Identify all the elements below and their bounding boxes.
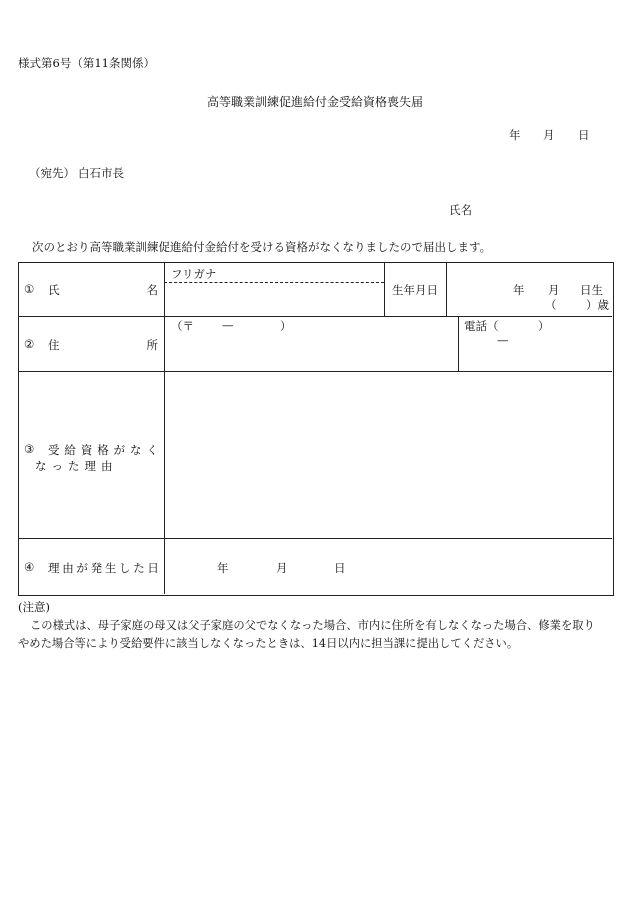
row-number: ④ — [24, 560, 35, 574]
reason-date-year: 年 — [217, 561, 229, 575]
column-divider — [446, 262, 447, 316]
birth-month: 月 — [548, 283, 560, 297]
row-divider — [18, 316, 612, 317]
date-day: 日 — [578, 128, 590, 142]
phone-label: 電話（ — [464, 319, 499, 333]
form-number: 様式第6号（第11条関係） — [18, 56, 155, 70]
row-divider — [18, 538, 612, 539]
reason-label-line2: なった理由 — [35, 459, 118, 473]
birth-day: 日生 — [580, 283, 603, 297]
reason-date-day: 日 — [334, 561, 346, 575]
notes-line-2: やめた場合等により受給要件に該当しなくなったときは、14日以内に担当課に提出してください。 — [18, 637, 519, 650]
reason-label-line1 — [48, 442, 158, 458]
column-divider — [164, 262, 165, 594]
age-close: ）歳 — [586, 298, 609, 312]
birth-date-label: 生年月日 — [392, 283, 438, 297]
reason-date-month: 月 — [276, 561, 288, 575]
reason-label-char: 資 — [80, 443, 93, 457]
intro-text: 次のとおり高等職業訓練促進給付金給付を受ける資格がなくなりましたので届出します。 — [32, 240, 492, 254]
row-number: ② — [24, 337, 35, 351]
notes-line-1: この様式は、母子家庭の母又は父子家庭の父でなくなった場合、市内に住所を有しなくなった場合、修業を取り — [30, 619, 595, 632]
reason-date-label — [48, 560, 159, 576]
row-number: ③ — [24, 442, 35, 456]
address-label-char: 住 — [48, 338, 60, 352]
address-label — [48, 337, 158, 353]
row-number: ① — [24, 282, 35, 296]
postal-close: ） — [280, 319, 292, 333]
address-label-char: 所 — [146, 338, 158, 352]
furigana-label: フリガナ — [171, 267, 217, 281]
row-divider — [18, 371, 612, 372]
date-year: 年 — [509, 128, 521, 142]
date-month: 月 — [543, 128, 555, 142]
table-border — [18, 262, 614, 596]
reason-date-label-char: 発 — [90, 561, 103, 575]
column-divider — [384, 262, 385, 316]
postal-dash: — — [222, 318, 234, 332]
reason-label-char: く — [146, 443, 158, 457]
addressee-label: （宛先） — [29, 166, 75, 180]
applicant-name-label: 氏名 — [449, 203, 472, 217]
notes-heading: (注意) — [18, 600, 50, 614]
reason-label-char: 受 — [48, 443, 60, 457]
age-open: （ — [545, 298, 557, 312]
furigana-divider — [164, 282, 384, 283]
birth-year: 年 — [513, 283, 525, 297]
postal-open: （〒 — [171, 319, 194, 333]
reason-date-label-char: 生 — [104, 561, 117, 575]
addressee: 白石市長 — [78, 166, 124, 180]
reason-date-label-char: し — [119, 561, 131, 575]
form-title: 高等職業訓練促進給付金受給資格喪失届 — [206, 95, 423, 109]
reason-label-char: 格 — [97, 443, 109, 457]
phone-close: ） — [538, 319, 550, 333]
reason-label-char: 給 — [64, 443, 76, 457]
reason-date-label-char: た — [133, 561, 145, 575]
reason-date-label-char: 理 — [48, 561, 60, 575]
name-label-char: 氏 — [48, 283, 60, 297]
name-label — [48, 282, 158, 298]
reason-date-label-char: が — [76, 561, 88, 575]
name-label-char: 名 — [146, 283, 158, 297]
reason-date-label-char: 由 — [62, 561, 74, 575]
reason-label-char: が — [113, 443, 126, 457]
reason-label-char: な — [130, 443, 142, 457]
reason-date-label-char: 日 — [147, 561, 159, 575]
column-divider — [458, 316, 459, 371]
phone-dash: — — [497, 333, 509, 347]
